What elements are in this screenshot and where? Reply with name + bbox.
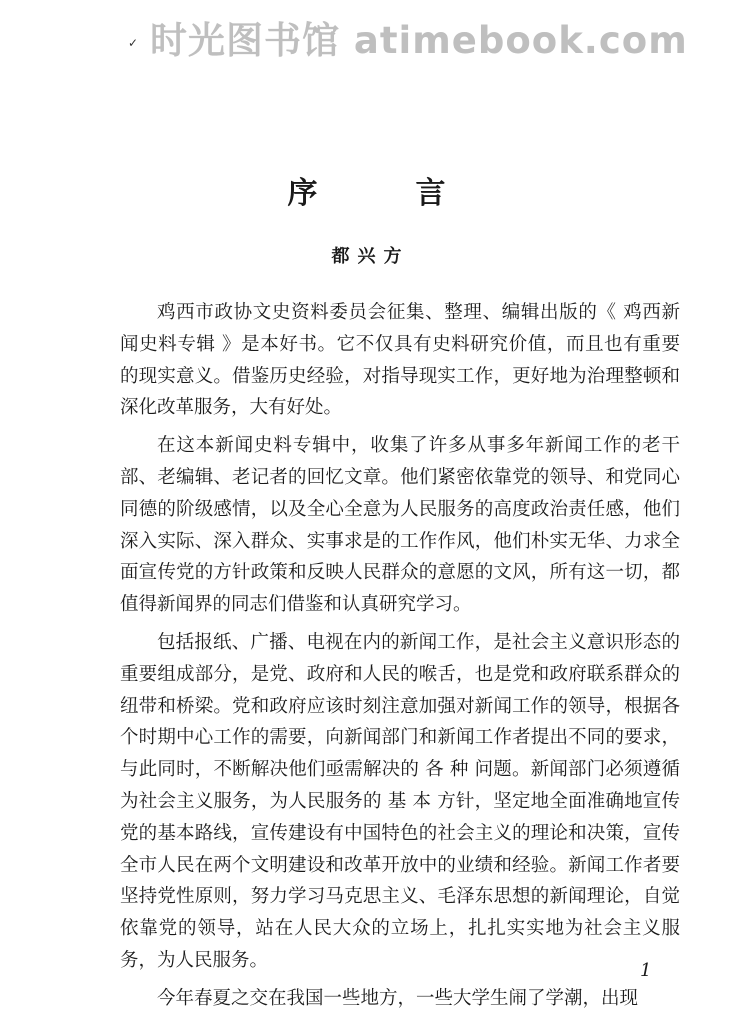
- page-title: 序言: [287, 176, 544, 211]
- paragraph: 今年春夏之交在我国一些地方，一些大学生闹了学潮，出现: [157, 987, 639, 1009]
- paragraph: 包括报纸、广播、电视在内的新闻工作，是社会主义意识形态的重要组成部分，是党、政府和人民的喉舌，也是党和政府联系群众的纽带和桥梁。党和政府应该时刻注意加强对新闻工作的领导，根据各个时期中心工作的需要，向新闻部门和新闻工作者提出不同的要求，与此同时，不断解决他们亟需解决的 各 种 问题。新闻部门必须遵循为社会主义服务，为人民服务的 基 本 方针，坚定地全面准确地宣传党的基本路线，宣传建设有中国特色的社会主义的理论和决策，宣传全市人民在两个文明建设和改革开放中的业绩和经验。新闻工作者要坚持党性原则，努力学习马克思主义、毛泽东思想的新闻理论，自觉依靠党的领导，站在人民大众的立场上，扎扎实实地为社会主义服务，为人民服务。: [120, 631, 680, 971]
- watermark: 时光图书馆 atimebook.com: [150, 19, 688, 62]
- paragraph: 鸡西市政协文史资料委员会征集、整理、编辑出版的《 鸡西新闻史料专辑 》是本好书。它不仅具有史料研究价值，而且也有重要的现实意义。借鉴历史经验，对指导现实工作，更好地为治理整顿和深化改革服务，大有好处。: [120, 302, 680, 419]
- author-name: 都兴方: [331, 246, 410, 267]
- body-text: [120, 297, 680, 1021]
- page-number: 1: [640, 960, 652, 981]
- scan-speck: ✓: [128, 36, 139, 50]
- paragraph: 在这本新闻史料专辑中，收集了许多从事多年新闻工作的老干部、老编辑、老记者的回忆文章。他们紧密依靠党的领导、和党同心同德的阶级感情，以及全心全意为人民服务的高度政治责任感，他们深入实际、深入群众、实事求是的工作作风，他们朴实无华、力求全面宣传党的方针政策和反映人民群众的意愿的文风，所有这一切，都值得新闻界的同志们借鉴和认真研究学习。: [120, 435, 680, 616]
